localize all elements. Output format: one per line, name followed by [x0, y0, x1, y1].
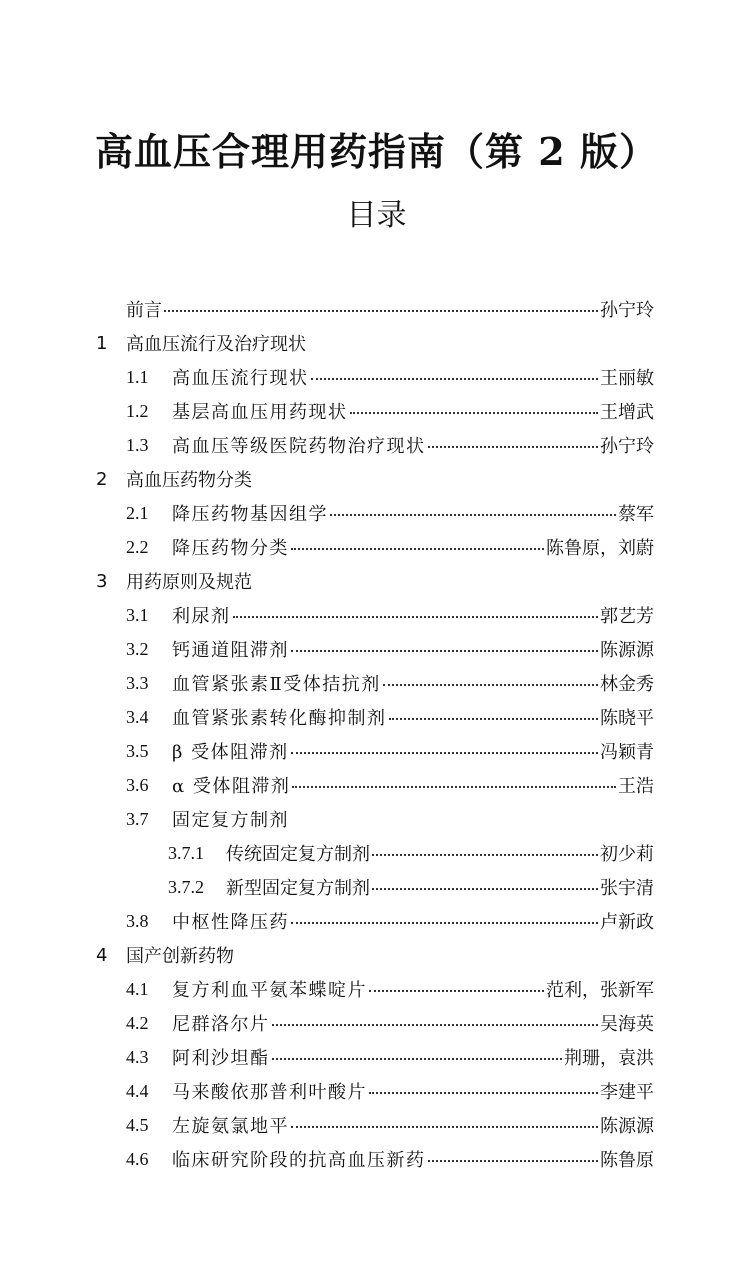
- toc-entry-number: 3.4: [126, 706, 149, 727]
- toc-entry-number: 3.5: [126, 740, 149, 761]
- toc-entry[interactable]: [96, 1040, 654, 1074]
- toc-entry-author: 张宇清: [600, 878, 654, 899]
- toc-entry-title: 用药原则及规范: [126, 572, 252, 593]
- toc-entry[interactable]: [96, 802, 654, 836]
- toc-entry-author: 王增武: [600, 402, 654, 423]
- toc-entry[interactable]: [96, 530, 654, 564]
- toc-entry[interactable]: [96, 904, 654, 938]
- toc-entry-title: 基层高血压用药现状: [172, 402, 348, 423]
- toc-entry-title: 钙通道阻滞剂: [172, 640, 289, 661]
- toc-entry-title: 固定复方制剂: [172, 810, 289, 831]
- toc-entry-number: 1: [96, 332, 108, 354]
- toc-leader-dots: [372, 888, 598, 890]
- toc-entry[interactable]: [96, 632, 654, 666]
- toc-entry[interactable]: [96, 938, 654, 972]
- toc-entry-number: 4.5: [126, 1114, 149, 1135]
- toc-entry[interactable]: [96, 666, 654, 700]
- toc-entry-author: 陈晓平: [600, 708, 654, 729]
- toc-entry[interactable]: [96, 1006, 654, 1040]
- table-of-contents: [96, 292, 654, 1176]
- toc-entry-title: 前言: [126, 300, 162, 321]
- toc-entry[interactable]: [96, 564, 654, 598]
- toc-leader-dots: [369, 990, 544, 992]
- toc-entry-title: 复方利血平氨苯蝶啶片: [172, 980, 367, 1001]
- toc-entry[interactable]: [96, 462, 654, 496]
- toc-entry-title: 尼群洛尔片: [172, 1014, 270, 1035]
- toc-entry-number: 1.2: [126, 400, 149, 421]
- toc-leader-dots: [389, 718, 599, 720]
- toc-entry-number: 3.1: [126, 604, 149, 625]
- toc-entry-number: 3.8: [126, 910, 149, 931]
- toc-entry-number: 2.1: [126, 502, 149, 523]
- toc-leader-dots: [428, 1160, 599, 1162]
- toc-entry-author: 孙宁玲: [600, 436, 654, 457]
- toc-entry[interactable]: [96, 700, 654, 734]
- toc-entry-author: 范利，张新军: [546, 980, 654, 1001]
- toc-entry-number: 3.7.2: [168, 876, 204, 897]
- toc-entry-author: 蔡军: [618, 504, 654, 525]
- toc-entry-title: 中枢性降压药: [172, 912, 289, 933]
- toc-entry[interactable]: [96, 496, 654, 530]
- toc-leader-dots: [369, 1092, 598, 1094]
- toc-entry-title: 国产创新药物: [126, 946, 234, 967]
- toc-entry-author: 荆珊，袁洪: [564, 1048, 654, 1069]
- toc-entry[interactable]: [96, 1142, 654, 1176]
- toc-heading: 目录: [346, 198, 407, 233]
- toc-leader-dots: [291, 752, 598, 754]
- toc-entry-author: 王浩: [618, 776, 654, 797]
- toc-entry-number: 4.2: [126, 1012, 149, 1033]
- toc-entry-title: 高血压药物分类: [126, 470, 252, 491]
- toc-entry-author: 卢新政: [600, 912, 654, 933]
- toc-entry-author: 吴海英: [600, 1014, 654, 1035]
- toc-entry-title: α 受体阻滞剂: [172, 776, 291, 797]
- toc-entry-number: 3.2: [126, 638, 149, 659]
- toc-entry[interactable]: [96, 360, 654, 394]
- toc-leader-dots: [291, 1126, 598, 1128]
- toc-entry[interactable]: [96, 428, 654, 462]
- toc-entry-author: 王丽敏: [600, 368, 654, 389]
- toc-leader-dots: [311, 378, 599, 380]
- toc-leader-dots: [383, 684, 598, 686]
- toc-entry-number: 4: [96, 944, 108, 966]
- toc-entry-title: 高血压流行及治疗现状: [126, 334, 306, 355]
- toc-leader-dots: [291, 650, 598, 652]
- toc-entry-title: 血管紧张素转化酶抑制剂: [172, 708, 387, 729]
- toc-entry-title: 临床研究阶段的抗高血压新药: [172, 1150, 426, 1171]
- toc-entry-number: 3.7.1: [168, 842, 204, 863]
- document-title: 高血压合理用药指南（第 2 版）: [95, 129, 658, 174]
- toc-entry[interactable]: [96, 394, 654, 428]
- toc-entry-number: 4.1: [126, 978, 149, 999]
- toc-entry-title: 马来酸依那普利叶酸片: [172, 1082, 367, 1103]
- toc-entry-number: 2: [96, 468, 108, 490]
- toc-entry-title: 降压药物基因组学: [172, 504, 328, 525]
- toc-entry[interactable]: [96, 292, 654, 326]
- toc-entry-author: 孙宁玲: [600, 300, 654, 321]
- toc-entry-author: 陈鲁原，刘蔚: [546, 538, 654, 559]
- toc-entry-author: 冯颖青: [600, 742, 654, 763]
- toc-entry-author: 林金秀: [600, 674, 654, 695]
- toc-leader-dots: [428, 446, 599, 448]
- toc-entry-title: 高血压流行现状: [172, 368, 309, 389]
- toc-entry-title: 传统固定复方制剂: [226, 844, 370, 865]
- toc-entry[interactable]: [96, 870, 654, 904]
- toc-leader-dots: [164, 310, 598, 312]
- toc-entry-title: 高血压等级医院药物治疗现状: [172, 436, 426, 457]
- toc-entry-author: 陈源源: [600, 640, 654, 661]
- toc-entry-number: 4.4: [126, 1080, 149, 1101]
- toc-entry-title: 左旋氨氯地平: [172, 1116, 289, 1137]
- toc-entry[interactable]: [96, 972, 654, 1006]
- toc-entry-author: 陈源源: [600, 1116, 654, 1137]
- toc-entry-title: 利尿剂: [172, 606, 231, 627]
- toc-entry-author: 郭艺芳: [600, 606, 654, 627]
- toc-entry-number: 3.6: [126, 774, 149, 795]
- toc-entry-title: 血管紧张素Ⅱ受体拮抗剂: [172, 674, 381, 695]
- toc-entry[interactable]: [96, 734, 654, 768]
- toc-leader-dots: [272, 1058, 563, 1060]
- toc-entry-number: 3.3: [126, 672, 149, 693]
- toc-entry-number: 2.2: [126, 536, 149, 557]
- toc-entry-title: β 受体阻滞剂: [172, 742, 289, 763]
- toc-entry[interactable]: [96, 836, 654, 870]
- toc-leader-dots: [291, 548, 544, 550]
- toc-entry-title: 阿利沙坦酯: [172, 1048, 270, 1069]
- toc-entry-number: 1.3: [126, 434, 149, 455]
- toc-entry-number: 4.3: [126, 1046, 149, 1067]
- toc-entry[interactable]: [96, 1108, 654, 1142]
- toc-entry-title: 新型固定复方制剂: [226, 878, 370, 899]
- toc-entry[interactable]: [96, 598, 654, 632]
- toc-entry-number: 3: [96, 570, 108, 592]
- toc-leader-dots: [272, 1024, 599, 1026]
- toc-leader-dots: [350, 412, 599, 414]
- toc-entry[interactable]: [96, 1074, 654, 1108]
- toc-entry-number: 3.7: [126, 808, 149, 829]
- toc-entry-number: 4.6: [126, 1148, 149, 1169]
- toc-leader-dots: [291, 922, 598, 924]
- toc-entry-author: 陈鲁原: [600, 1150, 654, 1171]
- toc-leader-dots: [292, 786, 616, 788]
- toc-leader-dots: [330, 514, 616, 516]
- toc-entry[interactable]: [96, 326, 654, 360]
- toc-entry[interactable]: [96, 768, 654, 802]
- toc-entry-number: 1.1: [126, 366, 149, 387]
- toc-entry-author: 初少莉: [600, 844, 654, 865]
- toc-leader-dots: [233, 616, 599, 618]
- toc-entry-author: 李建平: [600, 1082, 654, 1103]
- toc-entry-title: 降压药物分类: [172, 538, 289, 559]
- toc-leader-dots: [372, 854, 598, 856]
